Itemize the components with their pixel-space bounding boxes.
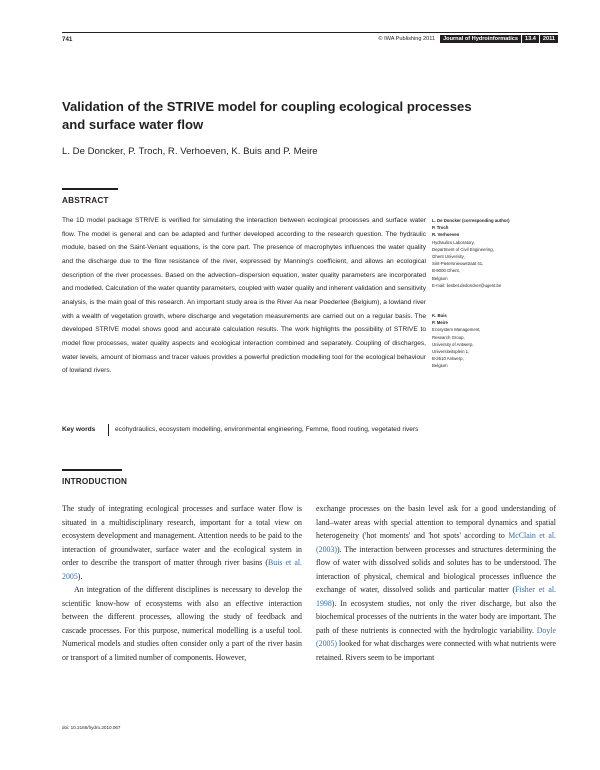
paragraph-text: exchange processes on the basin level ask for a good understanding of land–water areas with special attention to temporal dynamics and spatial heterogeneity ('hot moments' and 'hot spots' according to: [316, 504, 556, 540]
header-rule: [62, 32, 558, 33]
doi: doi: 10.2166/hydro.2010.067: [62, 725, 121, 730]
author-name: K. Buis: [432, 313, 447, 318]
publisher-credit: © IWA Publishing 2011: [378, 36, 436, 42]
author-name: R. Verhoeven: [432, 232, 460, 238]
address-line: Ghent University,: [432, 254, 465, 260]
abstract-rule: [62, 188, 118, 190]
introduction-rule: [62, 469, 122, 471]
paragraph: An integration of the different disciplines is necessary to develop the scientific know-how of ecosystems with also an effective interaction between the different processes, allowing the study of feedback and cascade processes. For this purpose, numerical modelling is a useful tool. Numerical models and studies often consider only a part of the river basin or transport of a limited number of components. However,: [62, 585, 302, 662]
paragraph: [62, 502, 302, 583]
citation-link[interactable]: Buis et al. 2005: [62, 558, 302, 581]
volume-issue: 13.4: [522, 35, 539, 43]
page-number: 741: [62, 36, 73, 43]
paragraph-text: The study of integrating ecological processes and surface water flow is situated in a multidisciplinary research, important for a total view on ecosystem development and management. Attention needs to be paid to the interaction of groundwater, surface water and the ecological system in order to describe the transport of matter through river basins (: [62, 504, 302, 567]
address-line: Department of Civil Engineering,: [432, 246, 494, 252]
paragraph-text: ). The interaction between processes and structures determining the flow of water with dissolved solids and solutes has to be understood. The interaction of physical, chemical and biological processes influence the exchange of water, dissolved solids and particular matter (: [316, 544, 556, 594]
body-column-left: [62, 502, 302, 664]
address-line: Hydraulics Laboratory,: [432, 239, 475, 245]
affiliation-ghent: [432, 217, 562, 289]
address-line: Belgium: [432, 275, 448, 281]
abstract-heading: ABSTRACT: [62, 196, 109, 205]
author-name: P. Troch: [432, 225, 449, 231]
introduction-heading: INTRODUCTION: [62, 477, 128, 486]
address-line: Sint-Pietersnieuwstraat 41,: [432, 261, 484, 267]
keywords-list: ecohydraulics, ecosystem modelling, environmental engineering, Femme, flood routing, vegetated rivers: [108, 424, 425, 436]
body-column-right: [316, 502, 556, 664]
abstract-text: The 1D model package STRIVE is verified for simulating the interaction between ecological processes and surface water flow. The model is general and can be adapted and further developed according to the research question. The hydraulic module, based on the Saint-Venant equations, is the core part. The presence of macrophytes influences the water quality and the discharge due to the flow resistance of the river, expressed by Manning's coefficient, and allows an ecological description of the river processes. Based on the advection–dispersion equation, water quality parameters are incorporated and modelled. Calculation of the water quantity parameters, coupled with water quality and inherent validation and sensitivity analysis, is the main goal of this research. An important study area is the River Aa near Poederlee (Belgium), a lowland river with a wealth of vegetation growth, where discharge and vegetation measurements are carried out on a regular basis. The developed STRIVE model shows good and accurate calculation results. The work highlights the possibility of STRIVE to model flow processes, water quality aspects and ecological interaction combined and separately. Coupling of discharges, water levels, amount of biomass and tracer values provides a powerful prediction modelling tool for the ecological behaviour of lowland rivers.: [62, 217, 426, 375]
keywords-label: Key words: [62, 426, 96, 433]
journal-name: Journal of Hydroinformatics: [440, 35, 521, 43]
paragraph-text: ).: [77, 571, 83, 581]
email-line: E-mail: liesbet.dedoncker@ugent.be: [432, 282, 502, 288]
journal-year: 2011: [540, 35, 558, 43]
address-line: Research Group,: [432, 334, 465, 340]
citation-link[interactable]: Fisher et al. 1998: [316, 585, 556, 608]
running-header: [378, 35, 558, 43]
paragraph-text: looked for what discharges were connected with what nutrients were retained. Rivers seem to be important: [316, 639, 556, 662]
author-name: L. De Doncker (corresponding author): [432, 218, 510, 223]
citation-link[interactable]: McClain et al. (2003): [316, 531, 557, 554]
affiliation-antwerp: [432, 312, 562, 370]
address-line: Ecosystem Management,: [432, 327, 481, 333]
address-line: University of Antwerp,: [432, 341, 474, 347]
paragraph-text: ). In ecosystem studies, not only the river discharge, but also the biochemical processes of the nutrients in the water body are important. The path of these nutrients is connected with the hydrologic variability.: [316, 598, 556, 635]
paper-title: Validation of the STRIVE model for coupling ecological processes and surface water flow: [62, 99, 472, 132]
address-line: B-2610 Antwerp,: [432, 356, 464, 362]
address-line: Belgium: [432, 363, 448, 369]
address-line: Universiteitsplein 1,: [432, 349, 470, 355]
author-list: L. De Doncker, P. Troch, R. Verhoeven, K. Buis and P. Meire: [62, 146, 318, 157]
paragraph: [316, 502, 556, 664]
address-line: B-9000 Ghent,: [432, 268, 460, 274]
author-name: P. Meire: [432, 320, 448, 326]
citation-link[interactable]: Doyle (2005): [316, 625, 556, 648]
